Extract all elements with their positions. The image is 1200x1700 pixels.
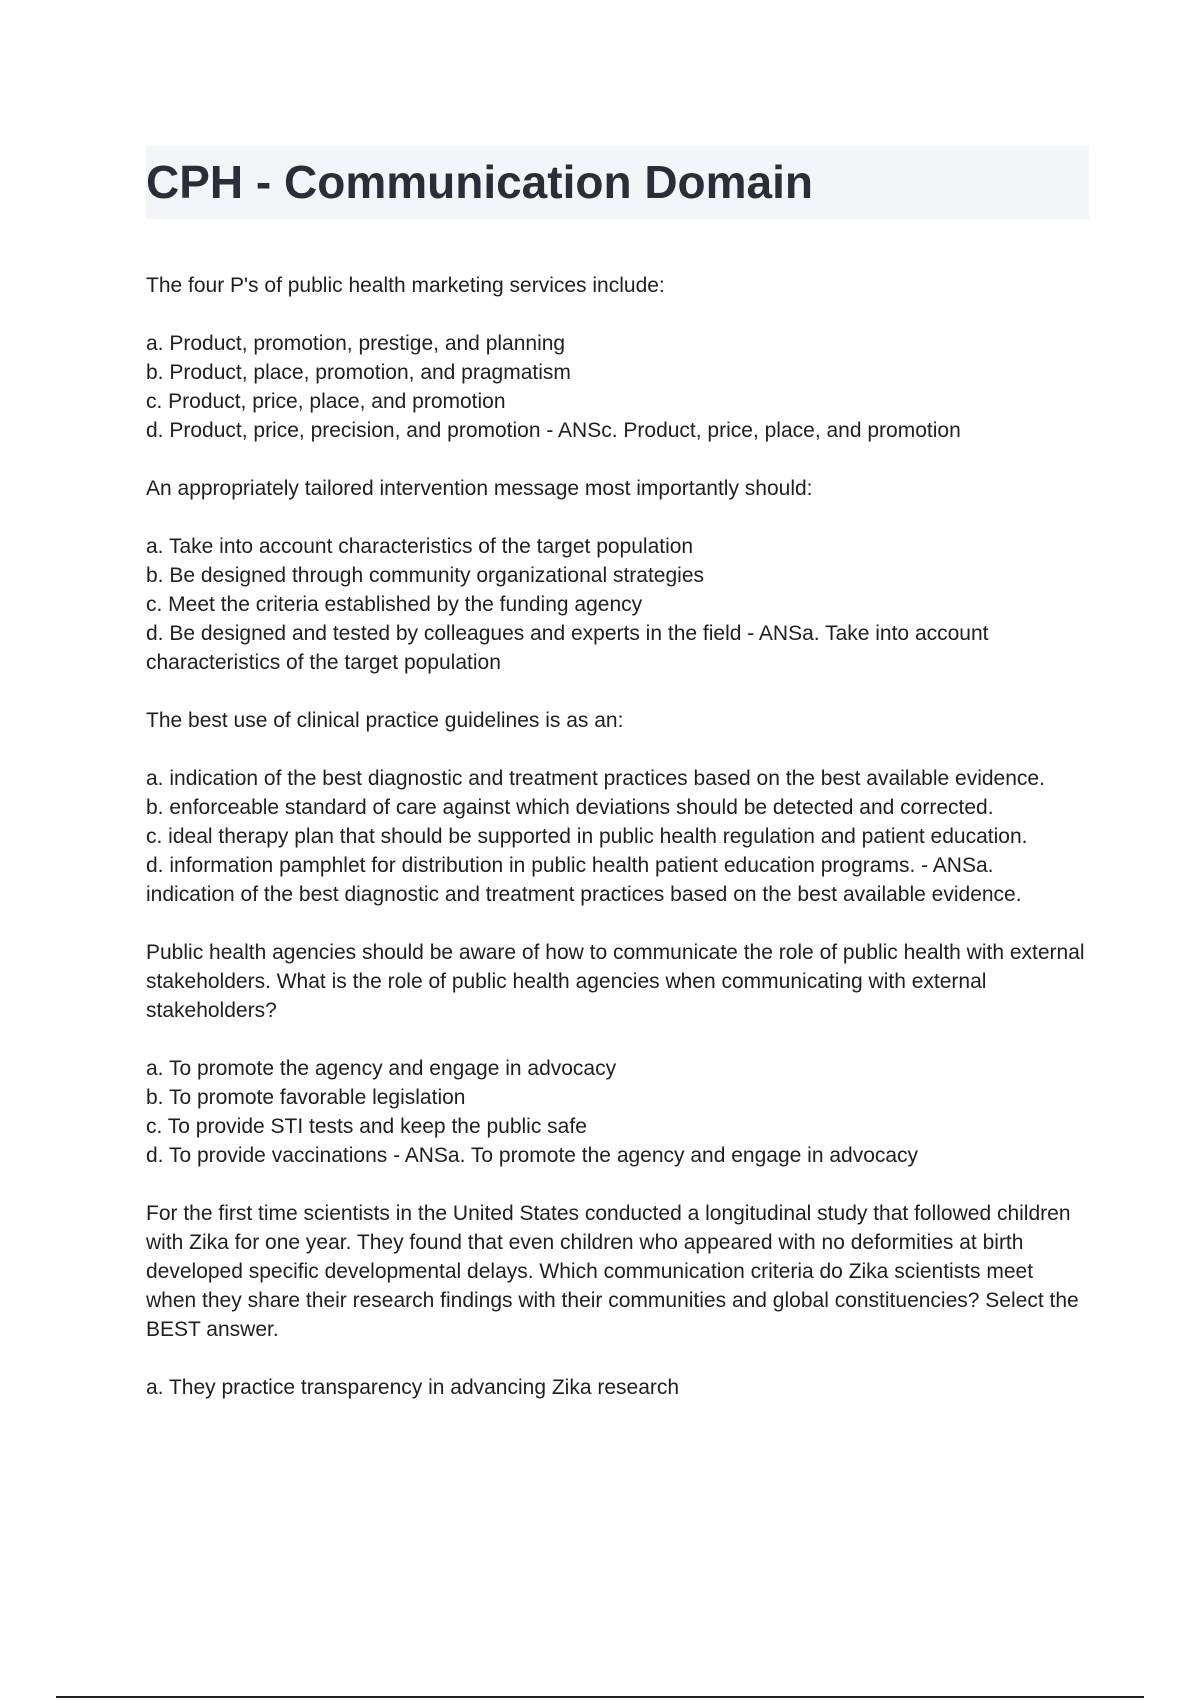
question-block: [146, 474, 1086, 677]
question-block: [146, 938, 1086, 1170]
option-c: c. ideal therapy plan that should be supported in public health regulation and patient education.: [146, 825, 1028, 848]
question-block: [146, 1199, 1086, 1402]
question-block: [146, 271, 1086, 445]
option-a: a. Take into account characteristics of the target population: [146, 535, 694, 558]
option-a: a. indication of the best diagnostic and treatment practices based on the best available evidence.: [146, 767, 1045, 790]
option-list: [146, 1373, 1086, 1402]
option-d-with-answer: d. To provide vaccinations - ANSa. To promote the agency and engage in advocacy: [146, 1144, 919, 1167]
question-text: For the first time scientists in the United States conducted a longitudinal study that followed children with Zika for one year. They found that even children who appeared with no deformities at birth developed specific developmental delays. Which communication criteria do Zika scientists meet when they share their research findings with their communities and global constituencies? Select the BEST answer.: [146, 1202, 1079, 1341]
option-b: b. enforceable standard of care against which deviations should be detected and corrected.: [146, 796, 994, 819]
option-b: b. Be designed through community organizational strategies: [146, 564, 704, 587]
question-text: The best use of clinical practice guidelines is as an:: [146, 709, 624, 732]
option-list: [146, 1054, 1086, 1170]
option-c: c. Meet the criteria established by the funding agency: [146, 593, 643, 616]
option-c: c. Product, price, place, and promotion: [146, 390, 506, 413]
option-d-with-answer: d. Product, price, precision, and promotion - ANSc. Product, price, place, and promotion: [146, 419, 961, 442]
option-a: a. They practice transparency in advancing Zika research: [146, 1376, 680, 1399]
footer-divider: [56, 1696, 1144, 1698]
option-b: b. Product, place, promotion, and pragmatism: [146, 361, 571, 384]
option-d-with-answer: d. Be designed and tested by colleagues and experts in the field - ANSa. Take into account characteristics of the target population: [146, 622, 989, 674]
option-list: [146, 764, 1086, 909]
option-a: a. Product, promotion, prestige, and planning: [146, 332, 566, 355]
option-list: [146, 532, 1086, 677]
option-b: b. To promote favorable legislation: [146, 1086, 466, 1109]
option-d-with-answer: d. information pamphlet for distribution in public health patient education programs. - ANSa. indication of the best diagnostic and treatment practices based on the best available evidence.: [146, 854, 1022, 906]
page-title: CPH - Communication Domain: [146, 156, 814, 208]
option-c: c. To provide STI tests and keep the public safe: [146, 1115, 587, 1138]
title-banner: [146, 146, 1089, 219]
question-text: The four P's of public health marketing services include:: [146, 274, 665, 297]
option-a: a. To promote the agency and engage in advocacy: [146, 1057, 617, 1080]
question-text: An appropriately tailored intervention message most importantly should:: [146, 477, 813, 500]
question-list: [146, 271, 1086, 1431]
question-text: Public health agencies should be aware of how to communicate the role of public health with external stakeholders. What is the role of public health agencies when communicating with external stakeholders?: [146, 941, 1085, 1022]
question-block: [146, 706, 1086, 909]
option-list: [146, 329, 1086, 445]
